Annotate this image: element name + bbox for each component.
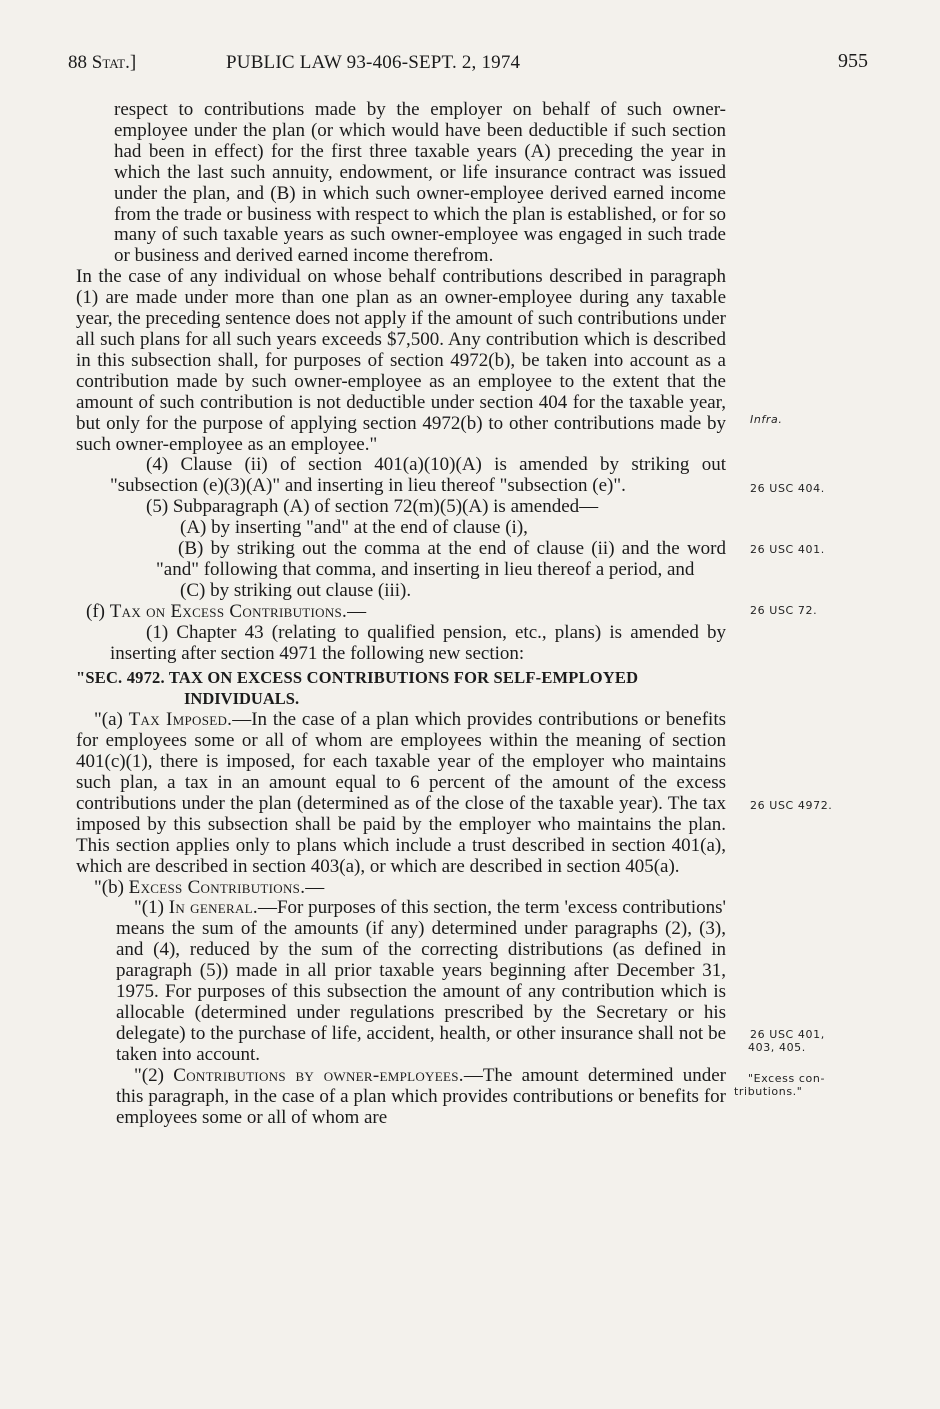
paragraph-f1: (1) Chapter 43 (relating to qualified pension, etc., plans) is amended by inserting after section 4971 the following new section: bbox=[110, 621, 726, 664]
clause-a: (A) by inserting "and" at the end of clause (i), bbox=[180, 517, 528, 539]
clause-b: (B) by striking out the comma at the end of clause (ii) and the word "and" following that comma, and inserting in lieu thereof a period, and bbox=[156, 538, 726, 580]
volume-citation: 88 Stat.] bbox=[68, 52, 137, 73]
margin-note-excess-contributions: "Excess con- tributions." bbox=[734, 1072, 826, 1098]
page-header bbox=[0, 52, 940, 78]
paragraph-continuation: respect to contributions made by the employer on behalf of such owner-employee under the plan (or which would have been deductible if such section had been in effect) for the first three taxable years (A) preceding the year in which the last such annuity, endowment, or life insurance contract was issued under the plan, and (B) in which such owner-employee derived earned income from the trade or business with respect to which the plan is established, or for so many of such taxable years as such owner-employee was engaged in such trade or business and derived earned income therefrom. bbox=[114, 99, 726, 267]
page-number: 955 bbox=[838, 50, 868, 72]
paragraph-b2: "(2) Contributions by owner-employees.—The amount determined under this paragraph, in the case of a plan which provides contributions or benefits for employees some or all of whom are bbox=[116, 1064, 726, 1128]
paragraph-4: (4) Clause (ii) of section 401(a)(10)(A) is amended by striking out "subsection (e)(3)(A)" and inserting in lieu thereof "subsection (e)". bbox=[110, 454, 726, 497]
margin-note-26-usc-401: 26 USC 401. bbox=[750, 543, 825, 556]
paragraph-individual-contributions: In the case of any individual on whose behalf contributions described in paragraph (1) are made under more than one plan as an owner-employee during any taxable year, the preceding sentence does not apply if the amount of such contributions under all such plans for all such years exceeds $7,500. Any contribution which is described in this subsection shall, for purposes of section 4972(b), be taken into account as a contribution made by such owner-employee as an employee to the extent that the amount of such contribution is not deductible under section 404 for the taxable year, but only for the purpose of applying section 4972(b) to other contributions made by such owner-employee as an employee." bbox=[76, 266, 726, 455]
clause-c: (C) by striking out clause (iii). bbox=[180, 579, 412, 601]
page-title: PUBLIC LAW 93-406-SEPT. 2, 1974 bbox=[226, 52, 521, 73]
section-4972-heading-cont: INDIVIDUALS. bbox=[184, 689, 300, 709]
paragraph-5: (5) Subparagraph (A) of section 72(m)(5)(A) is amended— bbox=[146, 496, 599, 518]
margin-note-26-usc-72: 26 USC 72. bbox=[750, 604, 818, 617]
subsection-f-heading: (f) Tax on Excess Contributions.— bbox=[86, 600, 367, 622]
subsection-b-heading: "(b) Excess Contributions.— bbox=[94, 876, 325, 898]
margin-note-26-usc-401-403-405: 26 USC 401, 403, 405. bbox=[748, 1028, 825, 1054]
section-4972-heading: "SEC. 4972. TAX ON EXCESS CONTRIBUTIONS FOR SELF-EMPLOYED bbox=[76, 668, 639, 688]
margin-note-infra: Infra. bbox=[750, 413, 783, 426]
page-body bbox=[76, 100, 726, 1128]
margin-note-26-usc-4972: 26 USC 4972. bbox=[750, 799, 833, 812]
margin-note-26-usc-404: 26 USC 404. bbox=[750, 482, 825, 495]
subsection-a: "(a) Tax Imposed.—In the case of a plan which provides contributions or benefits for employees some or all of whom are employees within the meaning of section 401(c)(1), there is imposed, for each taxable year of the employer who maintains such plan, a tax in an amount equal to 6 percent of the amount of the excess contributions under the plan (determined as of the close of the taxable year). The tax imposed by this subsection shall be paid by the employer who maintains the plan. This section applies only to plans which include a trust described in section 401(a), which are described in section 403(a), or which are described in section 405(a). bbox=[76, 709, 727, 877]
paragraph-b1: "(1) In general.—For purposes of this section, the term 'excess contributions' means the sum of the amounts (if any) determined under paragraphs (2), (3), and (4), reduced by the sum of the correcting distributions (as defined in paragraph (5)) made in all prior taxable years beginning after December 31, 1975. For purposes of this subsection the amount of any contribution which is allocable (determined under regulations prescribed by the Secretary or his delegate) to the purchase of life, accident, health, or other insurance shall not be taken into account. bbox=[116, 897, 726, 1065]
